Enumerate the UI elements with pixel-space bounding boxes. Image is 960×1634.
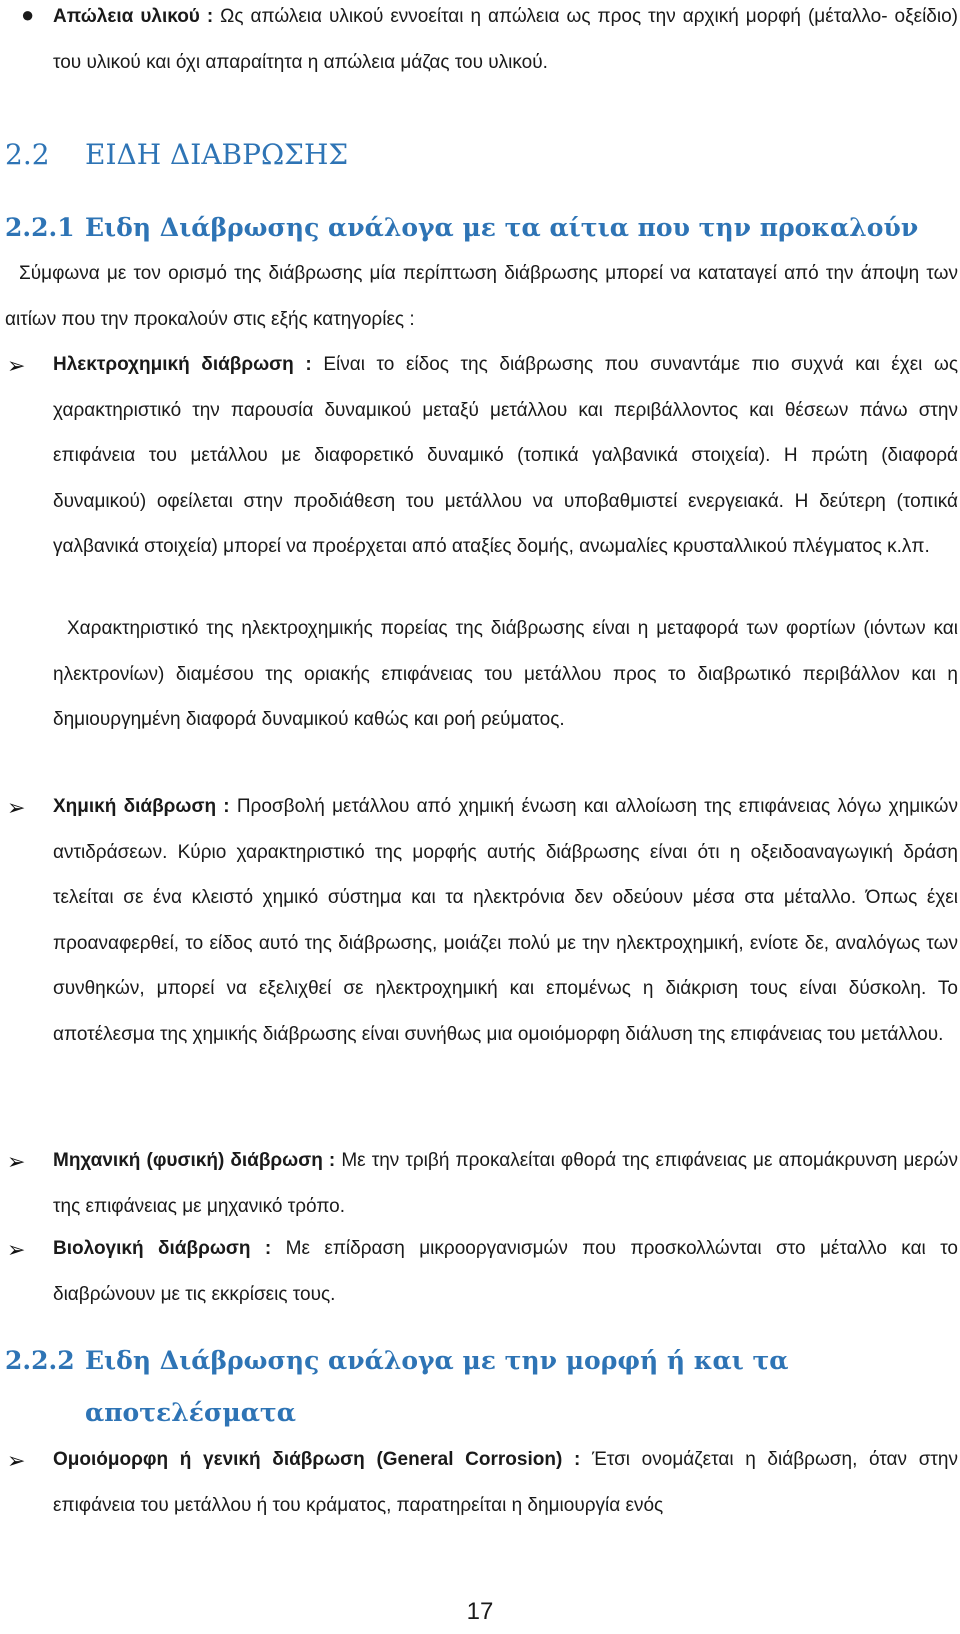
arrow-bullet-icon: ➢: [7, 1149, 26, 1174]
electrochemical-extra-paragraph: Χαρακτηριστικό της ηλεκτροχημικής πορείας της διάβρωσης είναι η μεταφορά των φορτίων (ιόντων και ηλεκτρονίων) διαμέσου της οριακής επιφάνειας του μετάλλου προς το διαβρωτικό περιβάλλον και η δημιουργημένη διαφορά δυναμικού καθώς και ροή ρεύματος.: [53, 618, 958, 730]
section-title: Ειδη Διάβρωσης ανάλογα με την μορφή ή και τα: [85, 1346, 789, 1375]
mechanical-text: Με την τριβή προκαλείται φθορά της επιφάνειας με απομάκρυνση μερών της επιφάνειας με μηχανικό τρόπο.: [53, 1150, 959, 1217]
biological-term: Βιολογική διάβρωση :: [53, 1238, 272, 1259]
section-title: Ειδη Διάβρωσης ανάλογα με τα αίτια που την προκαλούν: [85, 213, 919, 242]
material-loss-paragraph: [53, 0, 958, 85]
section-title-continuation: αποτελέσματα: [85, 1398, 296, 1427]
electrochemical-paragraph: [53, 342, 958, 570]
chemical-text: Προσβολή μετάλλου από χημική ένωση και αλλοίωση της επιφάνειας λόγω χημικών αντιδράσεων. Κύριο χαρακτηριστικό της μορφής αυτής διάβρωσης είναι ότι η οξειδοαναγωγική δράση τελείται σε ένα κλειστό χημικό σύστημα και τα ηλεκτρόνια δεν οδεύουν μέσα στα μέταλλο. Όπως έχει προαναφερθεί, το είδος αυτό της διάβρωσης, μοιάζει πολύ με την ηλεκτροχημική, ενίοτε δε, αναλόγως των συνθηκών, μπορεί να εξελιχθεί σε ηλεκτροχημική και επομένως η διάκριση τους είναι δύσκολη. Το αποτέλεσμα της χημικής διάβρωσης είναι συνήθως μια ομοιόμορφη διάλυση της επιφάνειας του μετάλλου.: [53, 796, 958, 1045]
section-heading-2-2-2: [5, 1335, 789, 1439]
uniform-corrosion-paragraph: [53, 1437, 958, 1528]
arrow-bullet-icon: ➢: [7, 795, 26, 820]
material-loss-term: Απώλεια υλικού :: [53, 6, 214, 27]
material-loss-text: Ως απώλεια υλικού εννοείται η απώλεια ως προς την αρχική μορφή (μέταλλο- οξείδιο) του υλικού και όχι απαραίτητα η απώλεια μάζας του υλικού.: [53, 6, 958, 73]
biological-text: Με επίδραση μικροοργανισμών που προσκολλώνται στο μέταλλο και το διαβρώνουν με τις εκκρίσεις τους.: [53, 1238, 958, 1305]
section-number: 2.2.1: [5, 213, 75, 242]
chemical-term: Χημική διάβρωση :: [53, 796, 230, 817]
mechanical-term: Μηχανική (φυσική) διάβρωση :: [53, 1150, 336, 1171]
arrow-bullet-icon: ➢: [7, 353, 26, 378]
biological-paragraph: [53, 1226, 958, 1317]
intro-paragraph: Σύμφωνα με τον ορισμό της διάβρωσης μία περίπτωση διάβρωσης μπορεί να καταταγεί από την άποψη των αιτίων που την προκαλούν στις εξής κατηγορίες :: [5, 263, 958, 330]
electrochemical-text: Είναι το είδος της διάβρωσης που συναντάμε πιο συχνά και έχει ως χαρακτηριστικό την παρουσία δυναμικού μεταξύ μετάλλου και περιβάλλοντος και θέσεων πάνω στην επιφάνεια του μετάλλου με διαφορετικό δυναμικό (τοπικά γαλβανικά στοιχεία). Η πρώτη (διαφορά δυναμικού) οφείλεται στην προδιάθεση του μετάλλου να υποβαθμιστεί ενεργειακά. Η δεύτερη (τοπικά γαλβανικά στοιχεία) μπορεί να προέρχεται από αταξίες δομής, ανωμαλίες κρυσταλλικού πλέγματος κ.λπ.: [53, 354, 958, 557]
electrochemical-term: Ηλεκτροχημική διάβρωση :: [53, 354, 312, 375]
section-number: 2.2.2: [5, 1346, 75, 1375]
mechanical-paragraph: [53, 1138, 958, 1229]
section-heading-2-2: [5, 138, 348, 171]
arrow-bullet-icon: ➢: [7, 1448, 26, 1473]
bullet-dot-icon: ●: [21, 2, 35, 27]
section-number: 2.2: [5, 138, 50, 171]
chemical-paragraph: [53, 784, 958, 1057]
arrow-bullet-icon: ➢: [7, 1237, 26, 1262]
page-number: 17: [466, 1598, 494, 1625]
section-title: ΕΙΔΗ ΔΙΑΒΡΩΣΗΣ: [85, 138, 349, 171]
uniform-term: Ομοιόμορφη ή γενική διάβρωση (General Corrosion) :: [53, 1449, 581, 1470]
section-heading-2-2-1: [5, 202, 918, 254]
uniform-text: Έτσι ονομάζεται η διάβρωση, όταν στην επιφάνεια του μετάλλου ή του κράματος, παρατηρείται η δημιουργία ενός: [53, 1449, 958, 1516]
